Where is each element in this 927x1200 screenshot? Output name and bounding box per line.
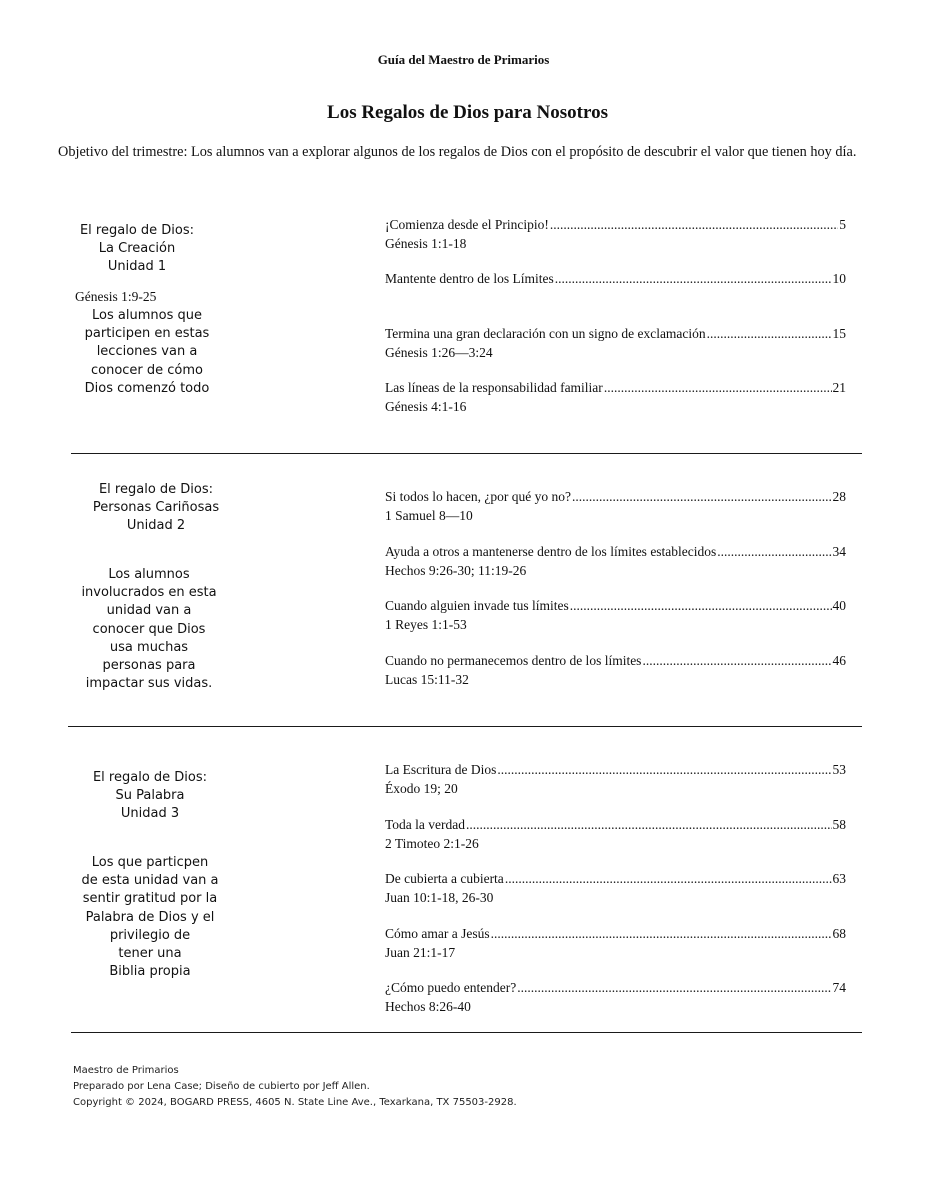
unit-1-description bbox=[62, 307, 232, 398]
lesson-title: Cuando alguien invade tus límites bbox=[385, 598, 569, 613]
section-divider bbox=[68, 726, 862, 727]
footer-line: Preparado por Lena Case; Diseño de cubierto por Jeff Allen. bbox=[73, 1081, 370, 1092]
unit-1-reference: Génesis 1:9-25 bbox=[75, 289, 157, 304]
lesson-entry bbox=[385, 597, 846, 634]
unit-1-description-line: Dios comenzó todo bbox=[84, 380, 210, 396]
unit-1-description-line: conocer de cómo bbox=[90, 362, 204, 378]
lesson-title: Cuando no permanecemos dentro de los límites bbox=[385, 653, 642, 668]
unit-2-heading-line: Personas Cariñosas bbox=[92, 500, 220, 516]
unit-1-description-line: participen en estas bbox=[84, 326, 210, 342]
unit-2-heading bbox=[71, 481, 241, 536]
lesson-scripture: Juan 10:1-18, 26-30 bbox=[385, 889, 494, 905]
unit-1-heading-line: La Creación bbox=[98, 241, 176, 257]
lesson-scripture: Hechos 9:26-30; 11:19-26 bbox=[385, 562, 527, 578]
unit-3-heading-line: Unidad 3 bbox=[120, 806, 180, 822]
lesson-page: 58 bbox=[832, 817, 846, 832]
unit-3-description-line: sentir gratitud por la bbox=[82, 891, 218, 907]
unit-2-description-line: Los alumnos bbox=[108, 567, 190, 582]
lesson-entry bbox=[385, 270, 846, 289]
lesson-entry bbox=[385, 325, 846, 362]
lesson-title: Las líneas de la responsabilidad familiar bbox=[385, 380, 603, 395]
unit-2-description-line: impactar sus vidas. bbox=[85, 676, 213, 692]
lesson-entry bbox=[385, 816, 846, 853]
unit-2-description-line: involucrados en esta bbox=[81, 585, 217, 601]
lesson-page: 28 bbox=[832, 489, 846, 504]
lesson-page: 74 bbox=[832, 980, 846, 995]
unit-3-heading bbox=[65, 769, 235, 824]
lesson-scripture: Génesis 4:1-16 bbox=[385, 398, 467, 414]
lesson-scripture: Éxodo 19; 20 bbox=[385, 780, 458, 796]
unit-3-description-line: Palabra de Dios y el bbox=[85, 909, 215, 925]
lesson-page: 15 bbox=[832, 326, 846, 341]
dot-leader bbox=[642, 652, 831, 671]
lesson-title: Si todos lo hacen, ¿por qué yo no? bbox=[385, 489, 571, 504]
lesson-title: Mantente dentro de los Límites bbox=[385, 271, 554, 286]
page-title: Los Regalos de Dios para Nosotros bbox=[327, 102, 608, 123]
lesson-entry bbox=[385, 216, 846, 253]
unit-3-heading-line: El regalo de Dios: bbox=[92, 770, 208, 785]
lesson-page: 10 bbox=[832, 271, 846, 286]
lesson-entry bbox=[385, 761, 846, 798]
lesson-scripture: 1 Reyes 1:1-53 bbox=[385, 616, 467, 632]
lesson-title: ¡Comienza desde el Principio! bbox=[385, 217, 549, 232]
dot-leader bbox=[497, 761, 831, 780]
lesson-page: 5 bbox=[839, 217, 846, 232]
lesson-entry bbox=[385, 870, 846, 907]
lesson-page: 34 bbox=[832, 544, 846, 559]
footer-line: Copyright © 2024, BOGARD PRESS, 4605 N. State Line Ave., Texarkana, TX 75503-2928. bbox=[73, 1097, 517, 1108]
lesson-entry bbox=[385, 543, 846, 580]
unit-1-heading-line: El regalo de Dios: bbox=[79, 223, 195, 238]
lesson-title: De cubierta a cubierta bbox=[385, 871, 504, 886]
unit-2-description-line: usa muchas bbox=[109, 639, 189, 655]
dot-leader bbox=[604, 379, 832, 398]
footer bbox=[73, 1063, 517, 1111]
lesson-page: 21 bbox=[832, 380, 846, 395]
section-divider bbox=[71, 1032, 862, 1033]
lesson-title: Termina una gran declaración con un signo de exclamación bbox=[385, 326, 706, 341]
lesson-entry bbox=[385, 488, 846, 525]
lesson-title: ¿Cómo puedo entender? bbox=[385, 980, 517, 995]
unit-3-heading-line: Su Palabra bbox=[115, 788, 185, 804]
unit-2-heading-line: El regalo de Dios: bbox=[98, 482, 214, 497]
lesson-scripture: Lucas 15:11-32 bbox=[385, 671, 469, 687]
unit-2-description-line: conocer que Dios bbox=[92, 621, 206, 637]
objective-text: Objetivo del trimestre: Los alumnos van a explorar algunos de los regalos de Dios con el propósito de descubrir el valor que tienen hoy día. bbox=[58, 144, 857, 160]
unit-3-description-line: Biblia propia bbox=[109, 964, 191, 980]
lesson-page: 68 bbox=[832, 926, 846, 941]
dot-leader bbox=[491, 925, 832, 944]
unit-1-heading-line: Unidad 1 bbox=[107, 259, 167, 275]
lesson-scripture: 2 Timoteo 2:1-26 bbox=[385, 835, 479, 851]
lesson-page: 40 bbox=[832, 598, 846, 613]
dot-leader bbox=[572, 488, 832, 507]
unit-3-description bbox=[65, 854, 235, 981]
dot-leader bbox=[466, 816, 831, 835]
lesson-entry bbox=[385, 652, 846, 689]
unit-1-description-line: lecciones van a bbox=[96, 344, 198, 360]
lesson-page: 63 bbox=[832, 871, 846, 886]
unit-3-description-line: de esta unidad van a bbox=[81, 873, 219, 889]
dot-leader bbox=[555, 270, 832, 289]
page-header: Guía del Maestro de Primarios bbox=[377, 52, 550, 67]
unit-3-description-line: Los que particpen bbox=[91, 855, 209, 870]
unit-1-heading bbox=[52, 222, 222, 277]
dot-leader bbox=[505, 870, 832, 889]
lesson-entry bbox=[385, 379, 846, 416]
lesson-scripture: Hechos 8:26-40 bbox=[385, 998, 471, 1014]
unit-2-description-line: personas para bbox=[102, 658, 196, 674]
dot-leader bbox=[717, 543, 831, 562]
lesson-scripture: Génesis 1:1-18 bbox=[385, 235, 467, 251]
unit-3-description-line: privilegio de bbox=[109, 927, 191, 943]
lesson-title: Cómo amar a Jesús bbox=[385, 926, 490, 941]
lesson-title: Ayuda a otros a mantenerse dentro de los límites establecidos bbox=[385, 544, 717, 559]
unit-1-description-line: Los alumnos que bbox=[92, 308, 202, 323]
unit-2-description-line: unidad van a bbox=[106, 603, 192, 619]
unit-3-description-line: tener una bbox=[118, 946, 182, 962]
dot-leader bbox=[707, 325, 832, 344]
dot-leader bbox=[570, 597, 832, 616]
section-divider bbox=[71, 453, 862, 454]
lesson-page: 53 bbox=[832, 762, 846, 777]
lesson-scripture: Juan 21:1-17 bbox=[385, 944, 456, 960]
lesson-title: Toda la verdad bbox=[385, 817, 466, 832]
dot-leader bbox=[550, 216, 838, 235]
footer-line: Maestro de Primarios bbox=[73, 1065, 179, 1076]
lesson-scripture: 1 Samuel 8—10 bbox=[385, 507, 473, 523]
lesson-title: La Escritura de Dios bbox=[385, 762, 497, 777]
unit-2-heading-line: Unidad 2 bbox=[126, 518, 186, 534]
lesson-entry bbox=[385, 925, 846, 962]
lesson-page: 46 bbox=[832, 653, 846, 668]
lesson-entry bbox=[385, 979, 846, 1016]
dot-leader bbox=[517, 979, 831, 998]
lesson-scripture: Génesis 1:26—3:24 bbox=[385, 344, 493, 360]
unit-2-description bbox=[64, 566, 234, 693]
